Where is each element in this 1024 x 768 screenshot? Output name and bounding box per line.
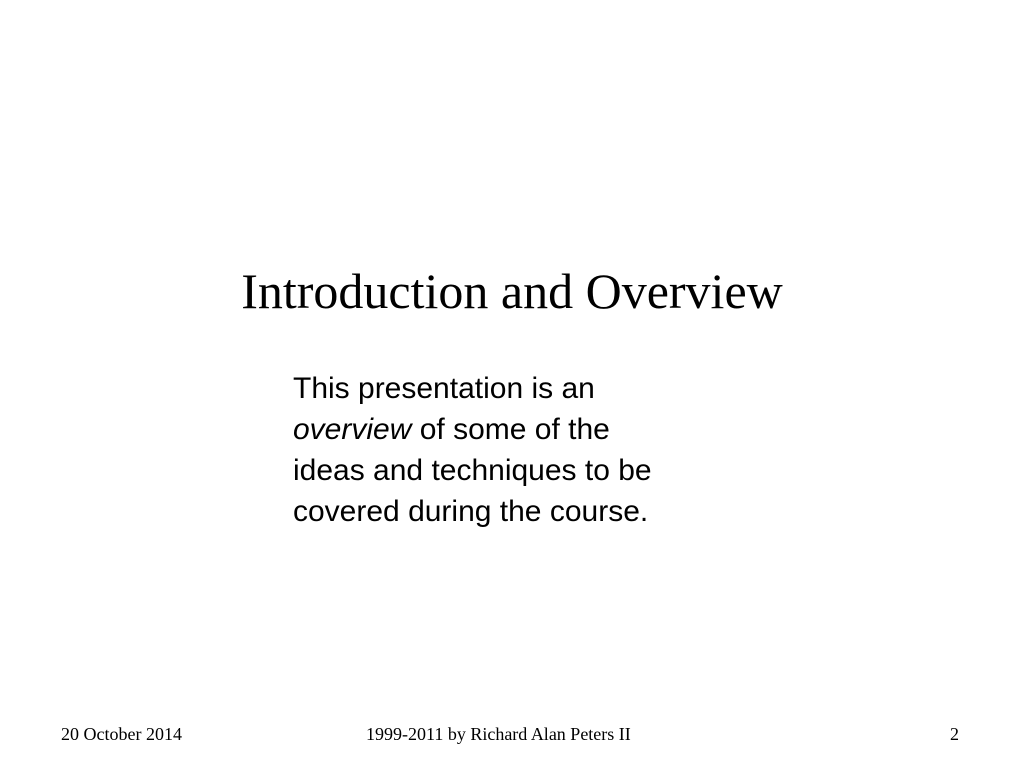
footer-page-number: 2 — [950, 724, 959, 744]
body-line-3: ideas and techniques to be — [293, 454, 652, 487]
body-line-2: of some of the — [411, 413, 610, 446]
footer-copyright: 1999-2011 by Richard Alan Peters II — [366, 724, 631, 744]
body-line-1: This presentation is an — [293, 372, 595, 405]
slide-title: Introduction and Overview — [241, 263, 783, 319]
slide-body-text — [293, 368, 723, 532]
body-line-4: covered during the course. — [293, 495, 649, 528]
body-emphasis-overview: overview — [293, 413, 412, 446]
footer-date: 20 October 2014 — [61, 724, 182, 744]
